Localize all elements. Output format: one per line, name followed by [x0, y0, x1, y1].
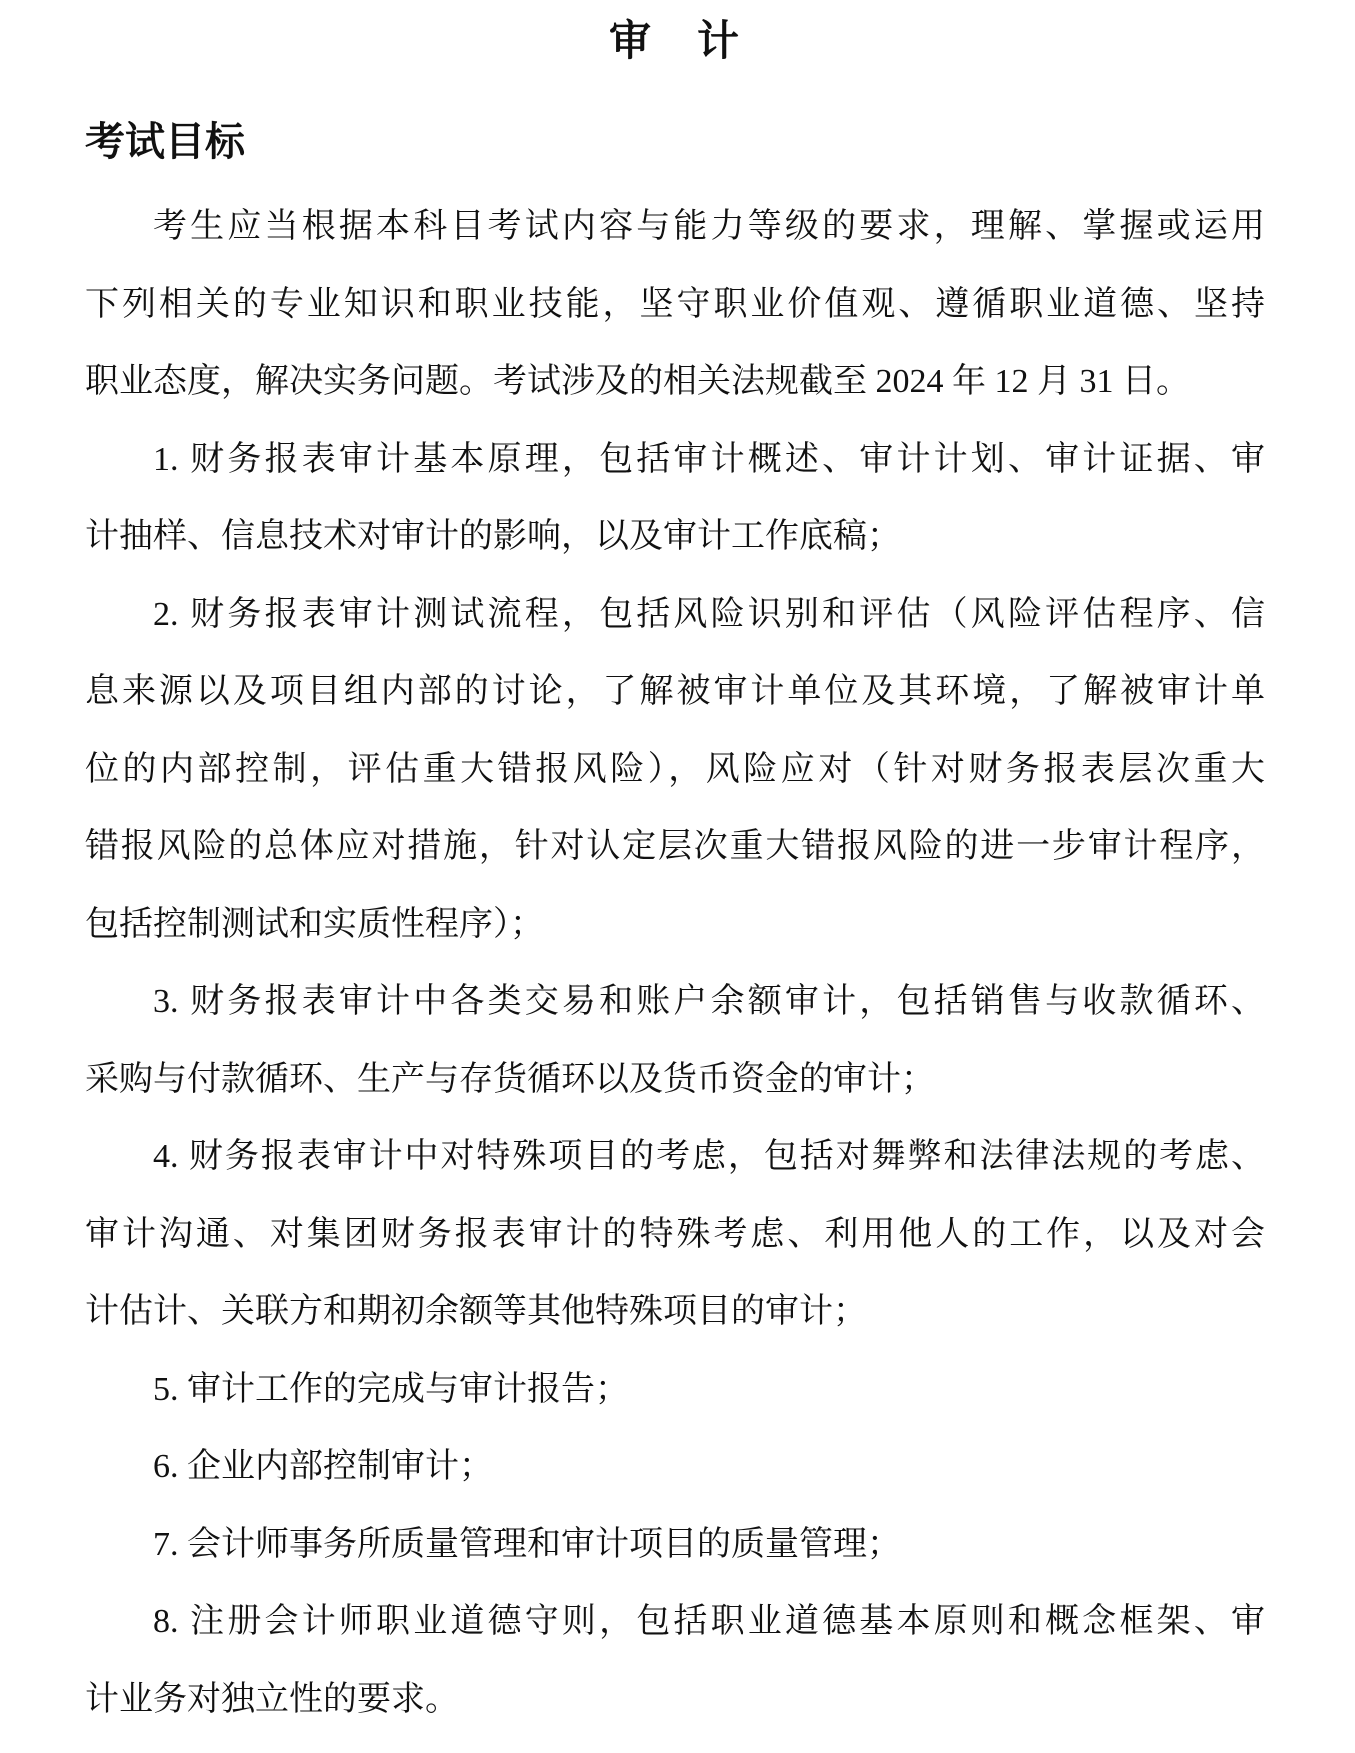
body-line: 5. 审计工作的完成与审计报告； [153, 1370, 629, 1408]
body-line: 计业务对独立性的要求。 [85, 1680, 459, 1718]
body-line: 审计沟通、对集团财务报表审计的特殊考虑、利用他人的工作，以及对会 [85, 1215, 1265, 1253]
section-heading: 考试目标 [85, 119, 245, 164]
body-line: 4. 财务报表审计中对特殊项目的考虑，包括对舞弊和法律法规的考虑、 [153, 1138, 1265, 1175]
body-line: 职业态度，解决实务问题。考试涉及的相关法规截至 2024 年 12 月 31 日。 [85, 363, 1190, 400]
document-title: 审 计 [608, 19, 741, 65]
body-line: 位的内部控制，评估重大错报风险），风险应对（针对财务报表层次重大 [85, 750, 1265, 788]
body-line: 采购与付款循环、生产与存货循环以及货币资金的审计； [85, 1060, 935, 1098]
body-line: 8. 注册会计师职业道德守则，包括职业道德基本原则和概念框架、审 [153, 1603, 1265, 1640]
body-line: 6. 企业内部控制审计； [153, 1448, 493, 1485]
body-line: 下列相关的专业知识和职业技能，坚守职业价值观、遵循职业道德、坚持 [85, 285, 1265, 323]
body-line: 包括控制测试和实质性程序）； [85, 905, 544, 943]
body-line: 1. 财务报表审计基本原理，包括审计概述、审计计划、审计证据、审 [153, 440, 1265, 478]
body-line: 考生应当根据本科目考试内容与能力等级的要求，理解、掌握或运用 [153, 208, 1265, 245]
body-line: 计抽样、信息技术对审计的影响，以及审计工作底稿； [85, 518, 901, 555]
body-line: 2. 财务报表审计测试流程，包括风险识别和评估（风险评估程序、信 [153, 595, 1265, 633]
body-line: 7. 会计师事务所质量管理和审计项目的质量管理； [153, 1525, 901, 1563]
body-line: 错报风险的总体应对措施，针对认定层次重大错报风险的进一步审计程序， [85, 828, 1265, 865]
body-line: 息来源以及项目组内部的讨论，了解被审计单位及其环境，了解被审计单 [85, 673, 1265, 710]
document-body [85, 188, 1265, 1738]
body-line: 3. 财务报表审计中各类交易和账户余额审计，包括销售与收款循环、 [153, 983, 1265, 1020]
body-line: 计估计、关联方和期初余额等其他特殊项目的审计； [85, 1293, 867, 1330]
